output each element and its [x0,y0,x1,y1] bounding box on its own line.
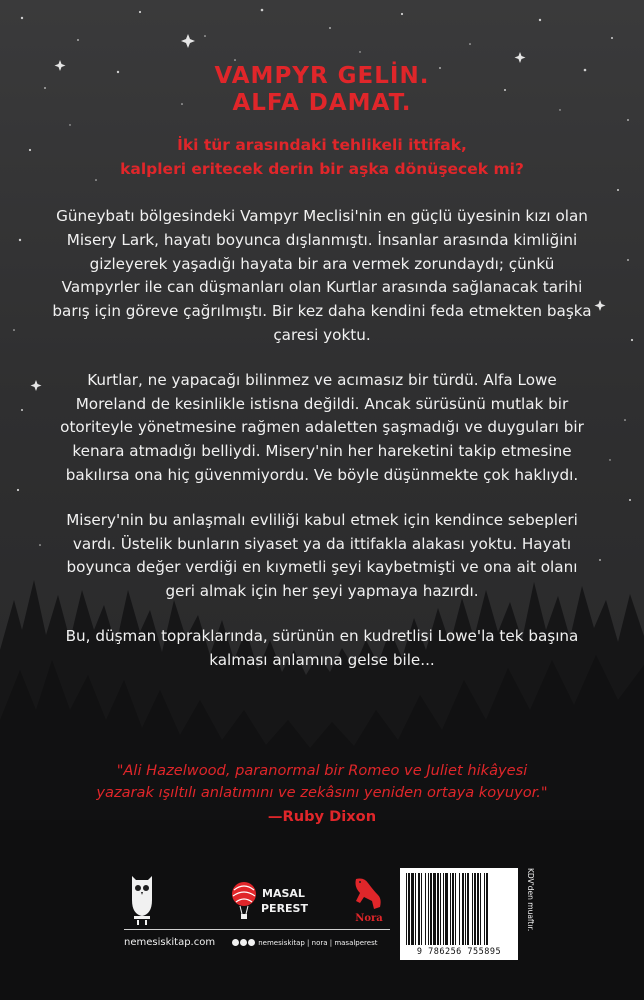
blurb-paragraph-1: Güneybatı bölgesindeki Vampyr Meclisi'nin en güçlü üyesinin kızı olan Misery Lark, hayatı boyunca dışlanmıştı. İnsanlar arasında kimliğini gizleyerek yaşadığı hayata bir ara vermek zorundaydı; çünkü Vampyrler ile can düşmanları olan Kurtlar arasında sağlanacak tarihi barış için göreve çağrılmıştı. Bir kez daha kendini feda etmekten başka çaresi yoktu. [52,207,592,344]
x-icon [248,939,255,946]
barcode-bar [437,873,439,945]
barcode-bar [472,873,473,945]
barcode-bar [421,873,422,945]
nora-text: Nora [355,913,383,924]
barcode-bar [445,873,448,945]
footer-divider [124,929,390,930]
tagline-line-2: kalpleri eritecek derin bir aşka dönüşecek mi? [120,160,524,178]
tagline [0,133,644,181]
kdv-note: KDV'den muaftır. [526,868,535,932]
masal-text-line-2: PEREST [261,902,308,915]
barcode-bar [428,873,429,945]
barcode-bar [465,873,466,945]
barcode-bar [459,873,460,945]
barcode-bar [440,873,441,945]
barcode-bar [474,873,476,945]
facebook-icon [232,939,239,946]
blurb-paragraph-4: Bu, düşman topraklarında, sürünün en kudretlisi Lowe'la tek başına kalması anlamına gelse bile... [65,626,579,669]
barcode-bar [443,873,444,945]
barcode-bar [433,873,436,945]
barcode-bar [480,873,481,945]
barcode-bar [467,873,469,945]
review-quote-line-2: yazarak ışıltılı anlatımını ve zekâsını yeniden ortaya koyuyor." [96,784,548,801]
barcode-bar [425,873,426,945]
barcode-bar [450,873,451,945]
review-quote [0,760,644,804]
headline-line-2: ALFA DAMAT. [232,90,412,116]
headline-line-1: VAMPYR GELİN. [214,63,430,89]
blurb-paragraph-3: Misery'nin bu anlaşmalı evliliği kabul etmek için kendince sebepleri vardı. Üstelik bunların siyaset ya da ittifakla alakası yoktu. Hayatı boyunca değer verdiği en kıymetli şeyi kaybetmişti ve ona ait olanı geri almak için her şeyi yapmaya hazırdı. [66,510,578,601]
barcode-digits: 9 786256 755895 [416,947,502,957]
barcode-bar [455,873,456,945]
barcode-bar [411,873,414,945]
barcode-bar [408,873,410,945]
footer-social [232,937,392,949]
barcode-bar [430,873,432,945]
blurb [50,205,594,694]
barcode-bar [418,873,420,945]
masalperest-logo [230,878,310,924]
barcode-bar [484,873,485,945]
footer-social-handles: nemesiskitap | nora | masalperest [258,939,378,947]
isbn-barcode [400,868,518,960]
masal-text-line-1: MASAL [262,887,305,900]
review-quote-author: —Ruby Dixon [267,808,377,825]
barcode-bar [486,873,488,945]
barcode-bar [452,873,454,945]
barcode-bar [406,873,407,945]
footer-website: nemesiskitap.com [124,937,216,948]
blurb-paragraph-2: Kurtlar, ne yapacağı bilinmez ve acımasız bir türdü. Alfa Lowe Moreland de kesinlikle istisna değildi. Ancak sürüsünü mutlak bir otoriteyle yönetmesine rağmen adaletten şaşmadığı ve duyguları bir kenara atmadığı belliydi. Misery'nin her hareketini takip etmesine bakılırsa ona hiç güvenmiyordu. Ve böyle düşünmekte çok haklıydı. [60,370,584,484]
nora-logo [348,875,390,925]
headline [0,63,644,117]
tagline-line-1: İki tür arasındaki tehlikeli ittifak, [177,136,467,154]
review-quote-line-1: "Ali Hazelwood, paranormal bir Romeo ve Juliet hikâyesi [116,762,528,779]
nemesis-owl-logo [124,870,160,926]
instagram-icon [240,939,247,946]
barcode-bar [415,873,416,945]
barcode-bar [462,873,464,945]
barcode-bar [477,873,479,945]
